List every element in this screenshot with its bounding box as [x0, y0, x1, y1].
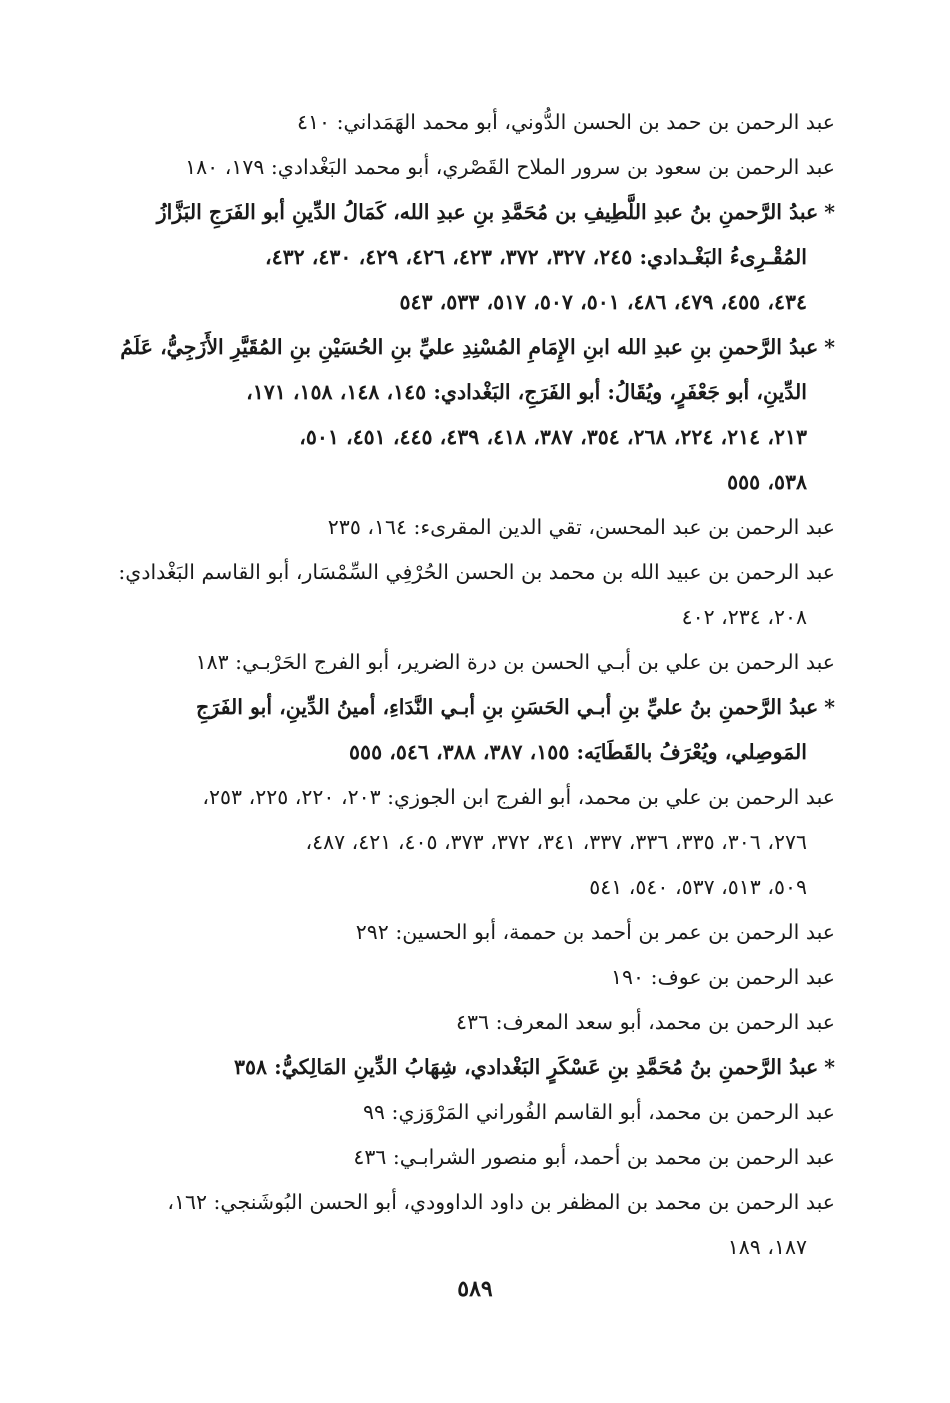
index-entry [100, 325, 835, 505]
asterisk-marker: * [824, 695, 835, 719]
entry-text: ٢١٣، ٢١٤، ٢٢٤، ٢٦٨، ٣٥٤، ٣٨٧، ٤١٨، ٤٣٩، ٤٤٥، ٤٥١، ٥٠١، [299, 425, 807, 449]
entry-text: عبد الرحمن بن محمد، أبو القاسم الفُوراني المَرْوَزي: ٩٩ [363, 1100, 835, 1124]
index-entry [100, 1000, 835, 1045]
entry-text: ٥٣٨، ٥٥٥ [727, 470, 807, 494]
entry-text: عبد الرحمن بن عوف: ١٩٠ [611, 965, 835, 989]
entry-text: ٤٣٤، ٤٥٥، ٤٧٩، ٤٨٦، ٥٠١، ٥٠٧، ٥١٧، ٥٣٣، ٥٤٣ [399, 290, 807, 314]
index-entry [100, 1045, 835, 1090]
entry-text: المَوصِلي، ويُعْرَفُ بالقَطَايَه: ١٥٥، ٣٨٧، ٣٨٨، ٥٤٦، ٥٥٥ [349, 740, 807, 764]
entry-text: عبد الرحمن بن سعود بن سرور الملاح القَصْري، أبو محمد البَغْدادي: ١٧٩، ١٨٠ [185, 155, 835, 179]
entry-text: عبد الرحمن بن علي بن محمد، أبو الفرج ابن الجوزي: ٢٠٣، ٢٢٠، ٢٢٥، ٢٥٣، [202, 785, 835, 809]
entry-text: ٢٧٦، ٣٠٦، ٣٣٥، ٣٣٦، ٣٣٧، ٣٤١، ٣٧٢، ٣٧٣، ٤٠٥، ٤٢١، ٤٨٧، [305, 830, 807, 854]
entry-heading-line [100, 145, 835, 190]
index-entry [100, 640, 835, 685]
entry-text: عبد الرحمن بن محمد، أبو سعد المعرف: ٤٣٦ [456, 1010, 835, 1034]
entry-text: عبد الرحمن بن عبيد الله بن محمد بن الحسن الحُرْفِي السِّمْسَار، أبو القاسم البَغْدادي: [118, 560, 835, 584]
entry-text: عبدُ الرَّحمنِ بنِ عبدِ الله ابنِ الإِمَامِ المُسْنِدِ عليِّ بنِ الحُسَيْنِ بنِ المُقَيَّرِ الأَزَجِيُّ، عَلَمُ [120, 335, 819, 359]
index-entry [100, 685, 835, 775]
entry-text: عبدُ الرَّحمنِ بنُ مُحَمَّدِ بنِ عَسْكَرٍ البَغْدادي، شِهَابُ الدِّينِ المَالِكيُّ: ٣٥٨ [233, 1055, 819, 1079]
entry-text: عبد الرحمن بن حمد بن الحسن الدُّوني، أبو محمد الهَمَداني: ٤١٠ [297, 110, 835, 134]
entry-heading-line [100, 685, 835, 730]
page-number: ٥٨٩ [457, 1276, 493, 1302]
entry-continuation-line [100, 730, 835, 775]
index-entry [100, 100, 835, 145]
index-entry [100, 145, 835, 190]
entry-continuation-line [100, 235, 835, 280]
index-entry [100, 955, 835, 1000]
entry-text: عبد الرحمن بن علي بن أبـي الحسن بن درة الضرير، أبو الفرج الحَرْبـي: ١٨٣ [195, 650, 835, 674]
entry-heading-line [100, 550, 835, 595]
entry-continuation-line [100, 820, 835, 865]
index-entry [100, 1180, 835, 1270]
entry-heading-line [100, 1045, 835, 1090]
entry-heading-line [100, 190, 835, 235]
entry-text: ١٨٧، ١٨٩ [727, 1235, 807, 1259]
index-entry [100, 190, 835, 325]
index-entry [100, 1090, 835, 1135]
entry-text: عبدُ الرَّحمنِ بنُ عبدِ اللَّطِيفِ بن مُحَمَّدِ بنِ عبدِ الله، كَمَالُ الدِّينِ أبو الفَرَجِ البَزَّازُ [156, 200, 819, 224]
entry-continuation-line [100, 280, 835, 325]
entry-continuation-line [100, 370, 835, 415]
entry-heading-line [100, 1180, 835, 1225]
entry-text: الدِّينِ، أبو جَعْفَرٍ، ويُقَالُ: أبو الفَرَجِ، البَغْدادي: ١٤٥، ١٤٨، ١٥٨، ١٧١، [246, 380, 807, 404]
entry-continuation-line [100, 595, 835, 640]
index-entry [100, 505, 835, 550]
entry-continuation-line [100, 415, 835, 460]
index-entry [100, 550, 835, 640]
asterisk-marker: * [824, 335, 835, 359]
entry-text: عبد الرحمن بن محمد بن أحمد، أبو منصور الشرابـي: ٤٣٦ [353, 1145, 835, 1169]
entry-heading-line [100, 640, 835, 685]
entry-heading-line [100, 325, 835, 370]
entry-text: عبد الرحمن بن عمر بن أحمد بن حممة، أبو الحسين: ٢٩٢ [355, 920, 835, 944]
entry-text: ٢٠٨، ٢٣٤، ٤٠٢ [681, 605, 807, 629]
entry-heading-line [100, 955, 835, 1000]
entry-heading-line [100, 1090, 835, 1135]
index-entry [100, 910, 835, 955]
entry-text: عبدُ الرَّحمنِ بنُ عليِّ بنِ أبـي الحَسَنِ بنِ أبـي النَّدَاءِ، أمينُ الدِّينِ، أبو الفَرَجِ [196, 695, 819, 719]
entry-heading-line [100, 775, 835, 820]
entry-continuation-line [100, 1225, 835, 1270]
entry-heading-line [100, 505, 835, 550]
index-page [100, 100, 835, 1270]
entry-text: عبد الرحمن بن محمد بن المظفر بن داود الداوودي، أبو الحسن البُوشَنجي: ١٦٢، [167, 1190, 835, 1214]
entry-continuation-line [100, 460, 835, 505]
entry-heading-line [100, 100, 835, 145]
entry-text: المُقْـرِىءُ البَغْـدادي: ٢٤٥، ٣٢٧، ٣٧٢، ٤٢٣، ٤٢٦، ٤٢٩، ٤٣٠، ٤٣٢، [264, 245, 807, 269]
entry-continuation-line [100, 865, 835, 910]
index-entry [100, 1135, 835, 1180]
asterisk-marker: * [824, 200, 835, 224]
index-entry [100, 775, 835, 910]
entry-heading-line [100, 1135, 835, 1180]
entry-heading-line [100, 1000, 835, 1045]
asterisk-marker: * [824, 1055, 835, 1079]
entry-text: عبد الرحمن بن عبد المحسن، تقي الدين المقرىء: ١٦٤، ٢٣٥ [327, 515, 835, 539]
entry-heading-line [100, 910, 835, 955]
entry-text: ٥٠٩، ٥١٣، ٥٣٧، ٥٤٠، ٥٤١ [589, 875, 807, 899]
